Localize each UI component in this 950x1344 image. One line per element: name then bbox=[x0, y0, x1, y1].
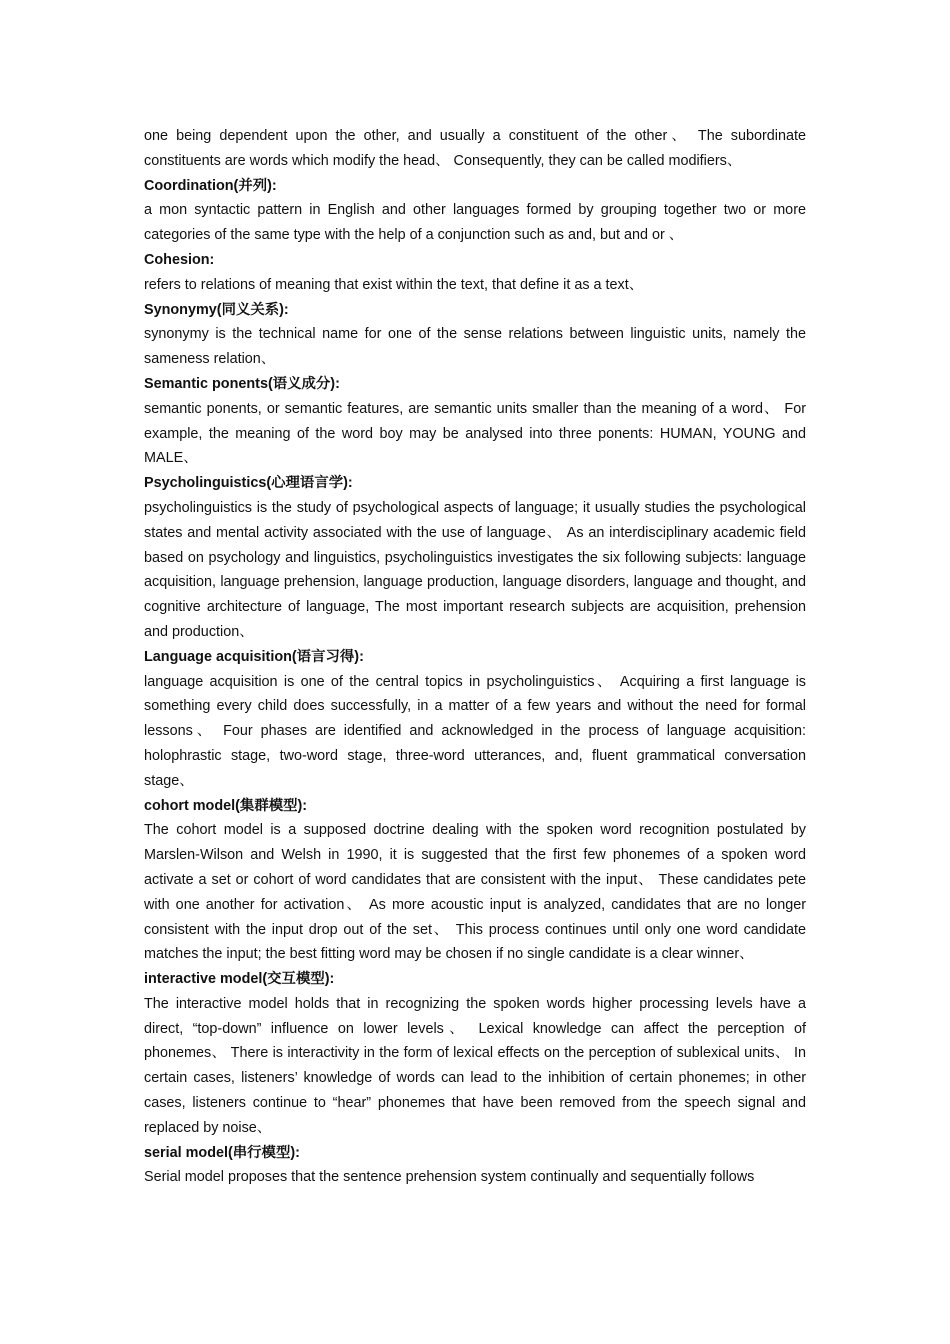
definition-cohort-model: The cohort model is a supposed doctrine dealing with the spoken word recognition postulated by Marslen-Wilson and Welsh in 1990, it is suggested that the first few phonemes of a spoken word activate a set or cohort of word candidates that are consistent with the input、 These candidates pete with one another for activation、 As more acoustic input is analyzed, candidates that are no longer consistent with the input drop out of the set、 This process continues until only one word candidate matches the input; the best fitting word may be chosen if no single candidate is a clear winner、 bbox=[144, 822, 806, 963]
term-cohort-model: cohort model(集群模型): bbox=[144, 797, 308, 814]
definition-synonymy: synonymy is the technical name for one of the sense relations between linguistic units, namely the sameness relation、 bbox=[144, 326, 806, 368]
term-coordination: Coordination(并列): bbox=[144, 177, 277, 194]
definition-interactive-model: The interactive model holds that in recognizing the spoken words higher processing levels have a direct, “top-down” influence on lower levels、 Lexical knowledge can affect the perception of phonemes、 There is interactivity in the form of lexical effects on the perception of sublexical units、 In certain cases, listeners’ knowledge of words can lead to the inhibition of certain phonemes; in other cases, listeners continue to “hear” phonemes that have been removed from the speech signal and replaced by noise、 bbox=[144, 995, 806, 1136]
definition-semantic-ponents: semantic ponents, or semantic features, are semantic units smaller than the meaning of a word、 For example, the meaning of the word boy may be analysed into three ponents: HUMAN, YOUNG and MALE、 bbox=[144, 400, 806, 467]
definition-serial-model: Serial model proposes that the sentence prehension system continually and sequentially follows bbox=[144, 1169, 755, 1186]
term-synonymy: Synonymy(同义关系): bbox=[144, 301, 289, 318]
term-serial-model: serial model(串行模型): bbox=[144, 1144, 300, 1161]
term-language-acquisition: Language acquisition(语言习得): bbox=[144, 648, 364, 665]
term-semantic-ponents: Semantic ponents(语义成分): bbox=[144, 375, 340, 392]
term-psycholinguistics: Psycholinguistics(心理语言学): bbox=[144, 475, 353, 492]
intro-paragraph: one being dependent upon the other, and usually a constituent of the other、 The subordinate constituents are words which modify the head、 Consequently, they can be called modifiers、 bbox=[144, 128, 806, 169]
definition-psycholinguistics: psycholinguistics is the study of psychological aspects of language; it usually studies the psychological states and mental activity associated with the use of language、 As an interdisciplinary academic field based on psychology and linguistics, psycholinguistics investigates the six following subjects: language acquisition, language prehension, language production, language disorders, language and thought, and cognitive architecture of language, The most important research subjects are acquisition, prehension and production、 bbox=[144, 499, 806, 640]
definition-language-acquisition: language acquisition is one of the central topics in psycholinguistics、 Acquiring a first language is something every child does successfully, in a matter of a few years and without the need for formal lessons、 Four phases are identified and acknowledged in the process of language acquisition: holophrastic stage, two-word stage, three-word utterances, and, fluent grammatical conversation stage、 bbox=[144, 673, 806, 789]
term-cohesion: Cohesion: bbox=[144, 251, 215, 268]
definition-coordination: a mon syntactic pattern in English and other languages formed by grouping together two or more categories of the same type with the help of a conjunction such as and, but and or 、 bbox=[144, 202, 806, 244]
term-interactive-model: interactive model(交互模型): bbox=[144, 971, 335, 988]
document-page bbox=[144, 124, 806, 1190]
definition-cohesion: refers to relations of meaning that exist within the text, that define it as a text、 bbox=[144, 276, 644, 293]
